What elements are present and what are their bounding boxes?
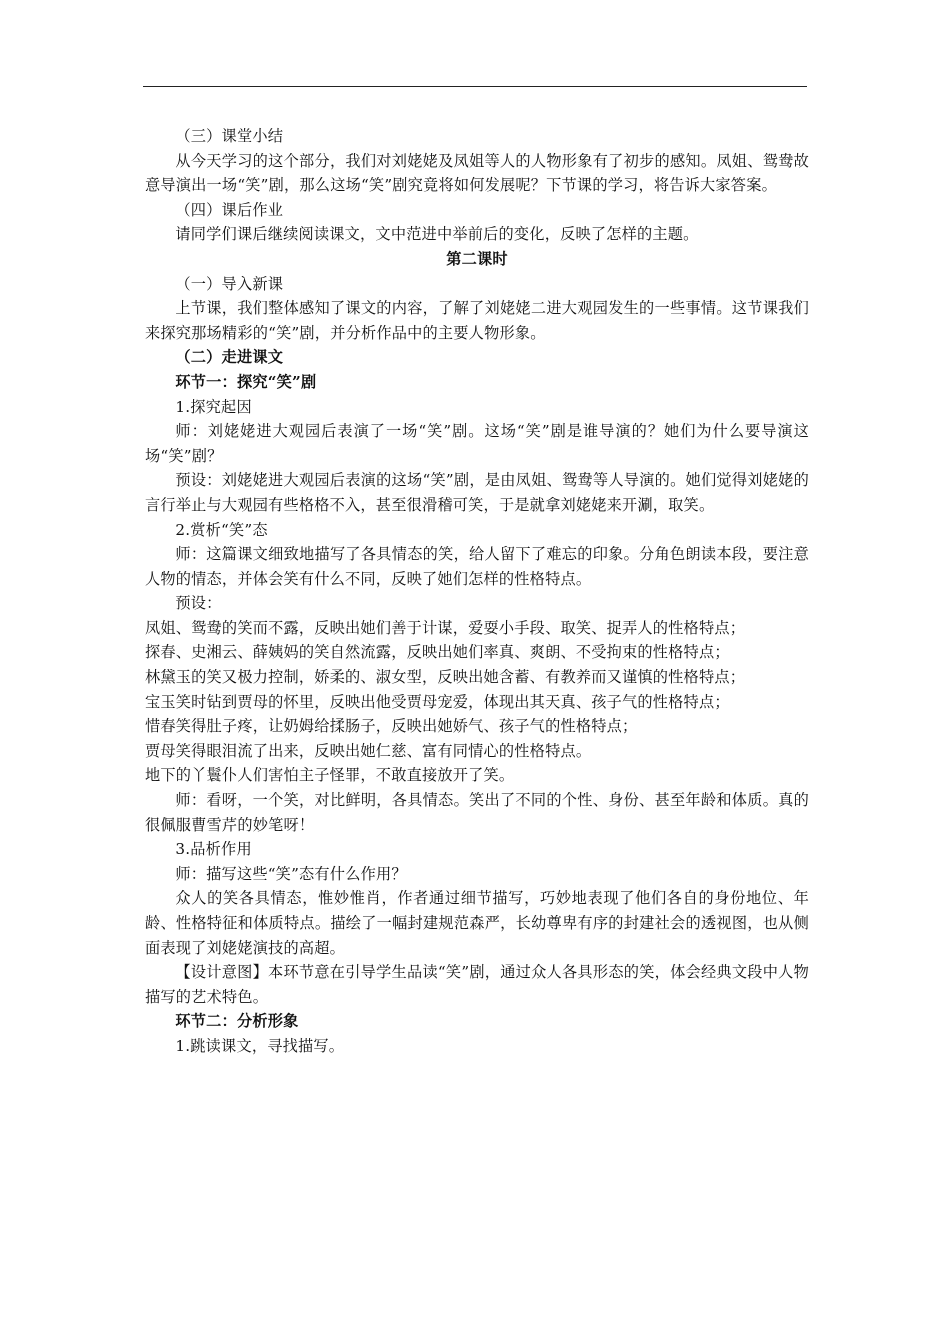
subheading: 3.品析作用	[175, 840, 252, 859]
list-item: 惜春笑得肚子疼，让奶姆给揉肠子，反映出她娇气、孩子气的性格特点；	[145, 717, 638, 736]
paragraph: 请同学们课后继续阅读课文，文中范进中举前后的变化，反映了怎样的主题。	[175, 225, 699, 244]
stage-one-heading: 环节一：探究“笑”剧	[175, 372, 317, 391]
paragraph: 上节课，我们整体感知了课文的内容，了解了刘姥姥二进大观园发生的一些事情。这节课我们来探究那场精彩的“笑”剧，并分析作品中的主要人物形象。	[145, 299, 809, 342]
lesson-title: 第二课时	[446, 249, 508, 268]
list-item: 地下的丫鬟仆人们害怕主子怪罪，不敢直接放开了笑。	[145, 766, 515, 785]
list-item: 林黛玉的笑又极力控制，娇柔的、淑女型，反映出她含蓄、有教养而又谨慎的性格特点；	[145, 668, 746, 687]
paragraph: 从今天学习的这个部分，我们对刘姥姥及凤姐等人的人物形象有了初步的感知。凤姐、鸳鸯故意导演出一场“笑”剧，那么这场“笑”剧究竟将如何发展呢？下节课的学习，将告诉大家答案。	[145, 151, 809, 195]
design-intent: 【设计意图】本环节意在引导学生品读“笑”剧，通过众人各具形态的笑，体会经典文段中人物描写的艺术特色。	[145, 963, 809, 1006]
paragraph: 预设：刘姥姥进大观园后表演的这场“笑”剧，是由凤姐、鸳鸯等人导演的。她们觉得刘姥姥的言行举止与大观园有些格格不入，甚至很滑稽可笑，于是就拿刘姥姥来开涮，取笑。	[145, 471, 809, 514]
paragraph: 师：刘姥姥进大观园后表演了一场“笑”剧。这场“笑”剧是谁导演的？她们为什么要导演这场“笑”剧？	[145, 422, 809, 465]
paragraph: 众人的笑各具情态，惟妙惟肖，作者通过细节描写，巧妙地表现了他们各自的身份地位、年龄、性格特征和体质特点。描绘了一幅封建规范森严，长幼尊卑有序的封建社会的透视图，也从侧面表现了刘姥姥演技的高超。	[145, 889, 809, 957]
subheading: 1.跳读课文，寻找描写。	[175, 1036, 345, 1055]
paragraph: 师：看呀，一个笑，对比鲜明，各具情态。笑出了不同的个性、身份、甚至年龄和体质。真的很佩服曹雪芹的妙笔呀！	[145, 791, 809, 834]
section-heading-summary: （三）课堂小结	[175, 127, 284, 145]
list-item: 贾母笑得眼泪流了出来，反映出她仁慈、富有同情心的性格特点。	[145, 741, 592, 760]
stage-two-heading: 环节二：分析形象	[175, 1012, 299, 1031]
paragraph: 师：这篇课文细致地描写了各具情态的笑，给人留下了难忘的印象。分角色朗读本段，要注意人物的情态，并体会笑有什么不同，反映了她们怎样的性格特点。	[145, 545, 809, 588]
list-item: 宝玉笑时钻到贾母的怀里，反映出他受贾母宠爱，体现出其天真、孩子气的性格特点；	[145, 692, 730, 711]
list-item: 探春、史湘云、薛姨妈的笑自然流露，反映出她们率真、爽朗、不受拘束的性格特点；	[145, 643, 730, 662]
header-rule	[143, 86, 807, 87]
subheading: 1.探究起因	[175, 397, 252, 416]
document-body	[145, 124, 809, 1059]
section-heading-homework: （四）课后作业	[175, 200, 284, 219]
list-item: 凤姐、鸳鸯的笑而不露，反映出她们善于计谋，爱耍小手段、取笑、捉弄人的性格特点；	[145, 618, 746, 637]
section-heading-enter-text: （二）走进课文	[175, 348, 284, 367]
subheading: 2.赏析“笑”态	[175, 520, 268, 539]
section-heading-intro: （一）导入新课	[175, 274, 284, 293]
paragraph: 师：描写这些“笑”态有什么作用？	[175, 864, 407, 883]
paragraph: 预设：	[175, 594, 222, 613]
